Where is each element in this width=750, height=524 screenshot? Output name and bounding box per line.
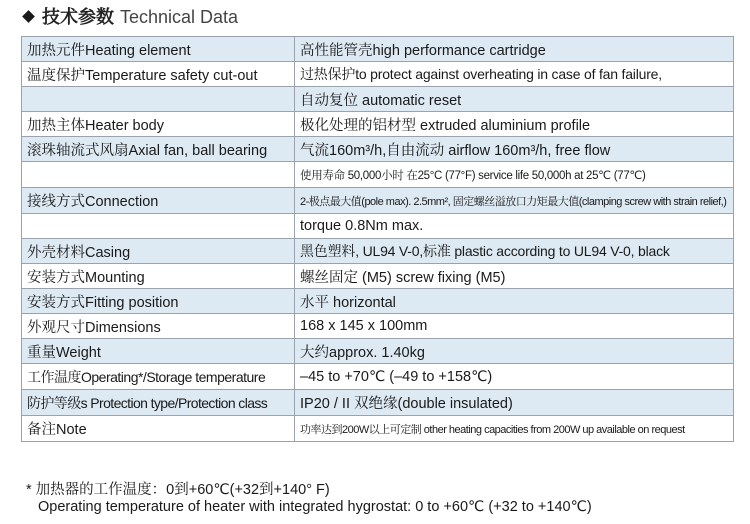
table-row xyxy=(22,62,734,87)
row-label: 接线方式Connection xyxy=(22,188,295,214)
row-label: 加热元件Heating element xyxy=(22,37,295,62)
row-label xyxy=(22,214,295,239)
footnote-line-1: * 加热器的工作温度：0到+60℃(+32到+140° F) xyxy=(26,482,330,498)
table-row xyxy=(22,137,734,162)
row-value: 使用寿命 50,000小时 在25°C (77°F) service life 50,000h at 25℃ (77℃) xyxy=(295,162,734,188)
section-title xyxy=(42,3,238,29)
table-row xyxy=(22,87,734,112)
row-value: 螺丝固定 (M5) screw fixing (M5) xyxy=(295,264,734,289)
table-row xyxy=(22,214,734,239)
table-row xyxy=(22,188,734,214)
table-row xyxy=(22,289,734,314)
row-label: 安装方式Fitting position xyxy=(22,289,295,314)
row-label: 工作温度Operating*/Storage temperature xyxy=(22,364,295,390)
table-row xyxy=(22,364,734,390)
section-title-en: Technical Data xyxy=(120,7,239,27)
footnote-line-2: Operating temperature of heater with integrated hygrostat: 0 to +60℃ (+32 to +140℃) xyxy=(38,499,592,515)
technical-data-table xyxy=(21,36,734,442)
row-value: 168 x 145 x 100mm xyxy=(295,314,734,339)
row-label: 加热主体Heater body xyxy=(22,112,295,137)
row-value: 水平 horizontal xyxy=(295,289,734,314)
table-row xyxy=(22,162,734,188)
table-row xyxy=(22,339,734,364)
row-value: 高性能管壳high performance cartridge xyxy=(295,37,734,62)
table-row xyxy=(22,112,734,137)
row-label: 外观尺寸Dimensions xyxy=(22,314,295,339)
section-title-cn: 技术参数 xyxy=(42,7,114,28)
row-label: 备注Note xyxy=(22,416,295,442)
row-label xyxy=(22,162,295,188)
row-value: IP20 / II 双绝缘(double insulated) xyxy=(295,390,734,416)
table-row xyxy=(22,390,734,416)
row-value: –45 to +70℃ (–49 to +158℃) xyxy=(295,364,734,390)
table-row xyxy=(22,264,734,289)
row-value: 过热保护to protect against overheating in case of fan failure, xyxy=(295,62,734,87)
table-row xyxy=(22,314,734,339)
row-label: 重量Weight xyxy=(22,339,295,364)
diamond-bullet-icon xyxy=(22,10,35,23)
row-label xyxy=(22,87,295,112)
row-value: 黑色塑料, UL94 V-0,标准 plastic according to UL94 V-0, black xyxy=(295,239,734,264)
row-value: 气流160m³/h,自由流动 airflow 160m³/h, free flow xyxy=(295,137,734,162)
table-row xyxy=(22,416,734,442)
row-label: 外壳材料Casing xyxy=(22,239,295,264)
row-label: 滚珠轴流式风扇Axial fan, ball bearing xyxy=(22,137,295,162)
row-value: 2-极点最大值(pole max). 2.5mm², 固定螺丝溢放口力矩最大值(clamping screw with strain relief,) xyxy=(295,188,734,214)
row-label: 温度保护Temperature safety cut-out xyxy=(22,62,295,87)
section-heading xyxy=(22,3,238,29)
row-value: torque 0.8Nm max. xyxy=(295,214,734,239)
row-value: 极化处理的铝材型 extruded aluminium profile xyxy=(295,112,734,137)
table-row xyxy=(22,37,734,62)
row-label: 安装方式Mounting xyxy=(22,264,295,289)
row-value: 功率达到200W以上可定制 other heating capacities from 200W up available on request xyxy=(295,416,734,442)
table-row xyxy=(22,239,734,264)
row-value: 大约approx. 1.40kg xyxy=(295,339,734,364)
row-label: 防护等级s Protection type/Protection class xyxy=(22,390,295,416)
row-value: 自动复位 automatic reset xyxy=(295,87,734,112)
